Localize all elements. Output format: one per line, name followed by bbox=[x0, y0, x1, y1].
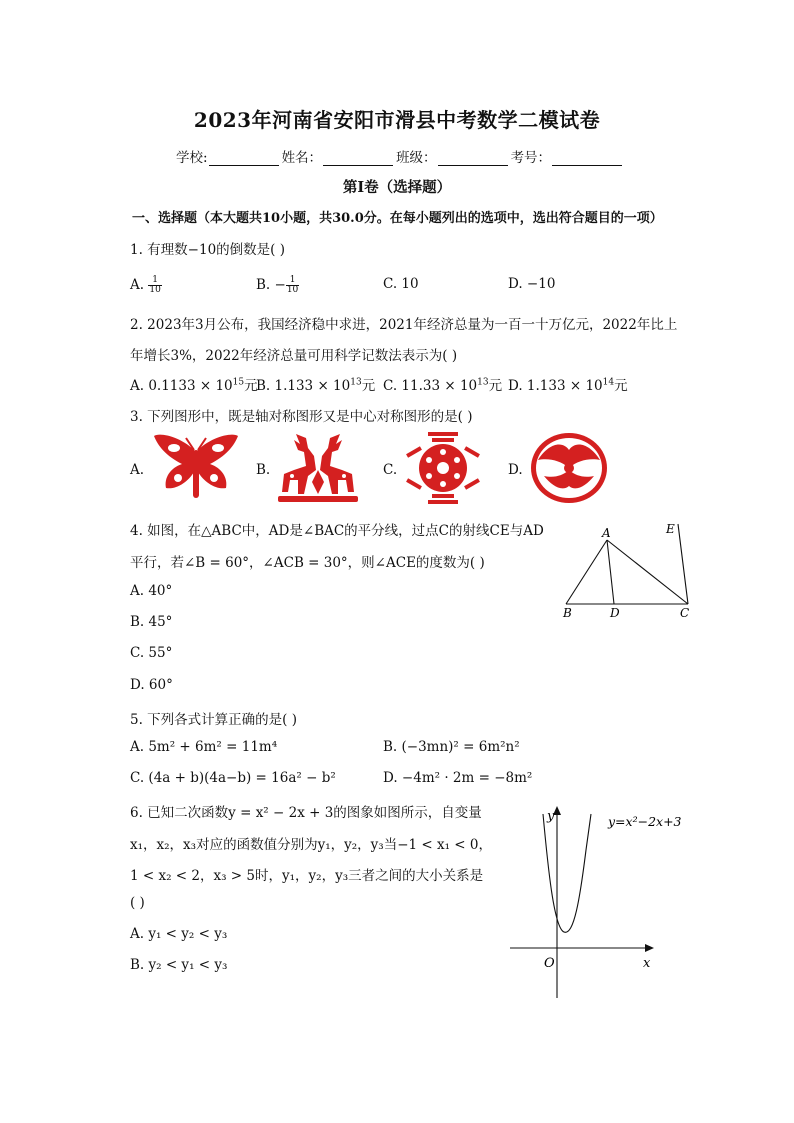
origin-label: O bbox=[544, 956, 555, 971]
q6-line4: ( ) bbox=[130, 895, 145, 911]
twin-deer-papercut-image bbox=[276, 430, 360, 506]
q1-option-a bbox=[130, 276, 162, 295]
q1-option-b bbox=[256, 276, 299, 295]
function-label: y=x²−2x+3 bbox=[608, 814, 682, 829]
label-c: C bbox=[680, 606, 690, 620]
q4-option-c: C. 55° bbox=[130, 645, 173, 661]
q2-option-d bbox=[508, 374, 628, 394]
part-title: 第I卷（选择题） bbox=[342, 179, 452, 196]
q6-option-b: B. y₂ < y₁ < y₃ bbox=[130, 957, 228, 973]
y-axis-label: y bbox=[547, 809, 555, 824]
school-label: 学校: bbox=[176, 150, 208, 166]
q1-a-num: 1 bbox=[148, 276, 161, 286]
q2-option-a bbox=[130, 374, 258, 394]
q1-option-d: D. −10 bbox=[508, 276, 556, 292]
q4-line2: 平行，若∠B = 60°，∠ACB = 30°，则∠ACE的度数为( ) bbox=[130, 555, 485, 571]
q1-stem: 1. 有理数−10的倒数是( ) bbox=[130, 242, 285, 258]
butterfly-papercut-image bbox=[152, 432, 240, 504]
q2-c-text: C. 11.33 × 10 bbox=[383, 378, 478, 394]
q2-b-unit: 元 bbox=[361, 378, 376, 394]
q5-option-d: D. −4m² · 2m = −8m² bbox=[383, 770, 533, 786]
q1-a-fraction bbox=[148, 276, 161, 295]
q5-option-b: B. (−3mn)² = 6m²n² bbox=[383, 739, 520, 755]
parabola-figure bbox=[504, 798, 704, 1000]
q6-line2: x₁，x₂，x₃对应的函数值分别为y₁，y₂，y₃当−1 < x₁ < 0， bbox=[130, 837, 492, 853]
label-b: B bbox=[563, 606, 572, 620]
q6-line1: 6. 已知二次函数y = x² − 2x + 3的图象如图所示，自变量 bbox=[130, 805, 482, 821]
q1-b-label: B. bbox=[256, 277, 271, 293]
q1-a-den: 10 bbox=[149, 285, 161, 295]
q2-c-exp: 13 bbox=[477, 377, 489, 388]
triangle-figure bbox=[556, 518, 700, 626]
q4-option-a: A. 40° bbox=[130, 583, 173, 599]
q6-option-a: A. y₁ < y₂ < y₃ bbox=[130, 926, 228, 942]
x-axis-arrow-icon bbox=[645, 944, 654, 952]
q1-a-label: A. bbox=[130, 277, 145, 293]
label-a: A bbox=[602, 526, 611, 540]
q2-line2: 年增长3%，2022年经济总量可用科学记数法表示为( ) bbox=[130, 348, 458, 364]
q2-d-exp: 14 bbox=[602, 377, 615, 388]
q1-b-sign: − bbox=[274, 277, 286, 293]
snowflake-papercut-image bbox=[402, 430, 484, 506]
label-e: E bbox=[666, 522, 675, 536]
parabola-curve bbox=[543, 814, 591, 932]
round-ornament-papercut-image bbox=[528, 430, 610, 506]
exam-title: 2023年河南省安阳市滑县中考数学二模试卷 bbox=[193, 108, 601, 132]
q2-a-text: A. 0.1133 × 10 bbox=[130, 378, 233, 394]
section-header: 一、选择题（本大题共10小题，共30.0分。在每小题列出的选项中，选出符合题目的一项） bbox=[132, 211, 663, 226]
q4-line1: 4. 如图，在△ABC中，AD是∠BAC的平分线，过点C的射线CE与AD bbox=[130, 523, 544, 539]
q2-a-exp: 15 bbox=[232, 377, 245, 388]
name-label: 姓名： bbox=[281, 150, 323, 166]
exam-no-label: 考号： bbox=[510, 150, 552, 166]
q3-stem: 3. 下列图形中，既是轴对称图形又是中心对称图形的是( ) bbox=[130, 409, 473, 425]
q2-line1: 2. 2023年3月公布，我国经济稳中求进，2021年经济总量为一百一十万亿元，2022年比上 bbox=[130, 317, 678, 333]
q1-option-c: C. 10 bbox=[383, 276, 419, 292]
q2-a-unit: 元 bbox=[244, 378, 258, 394]
q3-option-b-label: B. bbox=[256, 462, 271, 478]
q1-b-fraction bbox=[286, 276, 299, 295]
segment-ab bbox=[566, 540, 607, 604]
q5-stem: 5. 下列各式计算正确的是( ) bbox=[130, 712, 297, 728]
q1-b-num: 1 bbox=[286, 276, 299, 286]
q2-c-unit: 元 bbox=[488, 378, 503, 394]
q2-option-c bbox=[383, 374, 502, 394]
q3-option-a-label: A. bbox=[130, 462, 145, 478]
q5-option-a: A. 5m² + 6m² = 11m⁴ bbox=[130, 739, 278, 755]
q4-option-b: B. 45° bbox=[130, 614, 173, 630]
x-axis-label: x bbox=[643, 956, 651, 971]
q1-b-den: 10 bbox=[286, 285, 299, 295]
q4-option-d: D. 60° bbox=[130, 677, 173, 693]
q3-option-d-label: D. bbox=[508, 462, 523, 478]
class-label: 班级： bbox=[396, 150, 437, 166]
student-info-row bbox=[176, 146, 625, 166]
segment-ad bbox=[607, 540, 614, 604]
q5-option-c: C. (4a + b)(4a−b) = 16a² − b² bbox=[130, 770, 336, 786]
label-d: D bbox=[610, 606, 620, 620]
exam-no-blank[interactable] bbox=[552, 151, 622, 166]
ray-ce bbox=[678, 524, 688, 604]
class-blank[interactable] bbox=[438, 151, 508, 166]
segment-ac bbox=[607, 540, 688, 604]
school-blank[interactable] bbox=[209, 151, 279, 166]
q3-option-c-label: C. bbox=[383, 462, 398, 478]
q2-b-exp: 13 bbox=[350, 377, 362, 388]
q2-d-text: D. 1.133 × 10 bbox=[508, 378, 603, 394]
q2-d-unit: 元 bbox=[614, 378, 628, 394]
q6-line3: 1 < x₂ < 2，x₃ > 5时，y₁，y₂，y₃三者之间的大小关系是 bbox=[130, 868, 484, 884]
name-blank[interactable] bbox=[323, 151, 393, 166]
q2-b-text: B. 1.133 × 10 bbox=[256, 378, 351, 394]
q2-option-b bbox=[256, 374, 375, 394]
